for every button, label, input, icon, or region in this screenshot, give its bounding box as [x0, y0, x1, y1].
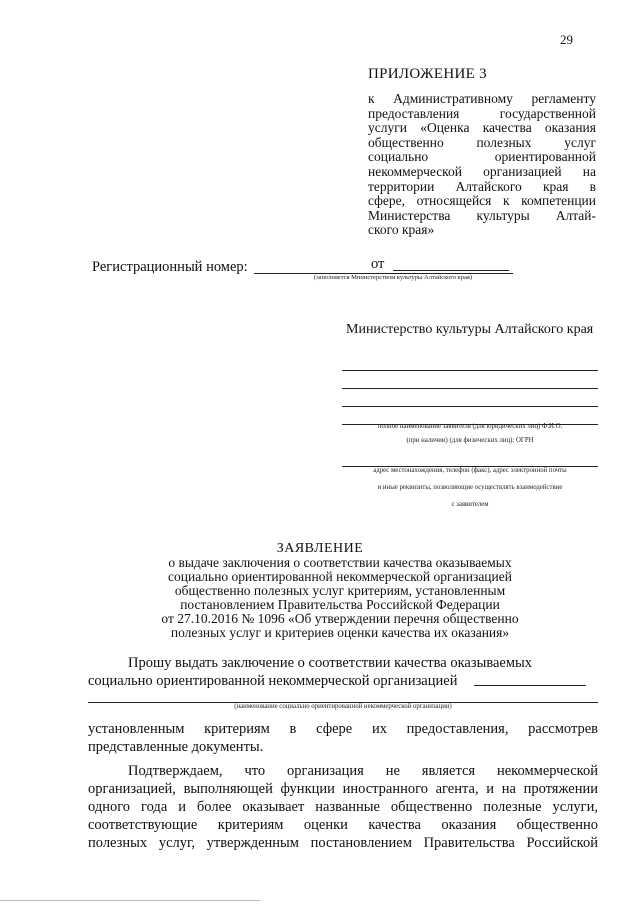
request-line: установленным критериям в сфере их предоставления, рассмотрев	[88, 721, 598, 737]
request-line: Прошу выдать заключение о соответствии качества оказываемых	[128, 655, 533, 671]
registration-date-line[interactable]	[393, 270, 509, 271]
subtitle-line: общественно полезных услуг критериям, установленным	[174, 583, 506, 598]
address-note: и иные реквизиты, позволяющие осуществлять взаимодействие	[377, 484, 563, 491]
statement-subtitle	[120, 556, 560, 640]
confirmation-line: полезных услуг, утвержденным постановлением Правительства Российской	[88, 835, 598, 851]
subtitle-line: социально ориентированной некоммерческой организацией	[168, 569, 512, 584]
address-note: адрес местонахождения, телефон (факс), адрес электронной почты	[373, 467, 567, 474]
subtitle-line: полезных услуг и критериев оценки качества их оказания»	[170, 625, 510, 640]
appendix-line: социально ориентированной	[368, 149, 596, 165]
page-bottom-rule	[0, 900, 260, 901]
subtitle-line: от 27.10.2016 № 1096 «Об утверждении перечня общественно	[161, 611, 519, 626]
subtitle-line: постановлением Правительства Российской Федерации	[180, 597, 500, 612]
appendix-line: услуги «Оценка качества оказания	[368, 120, 596, 136]
confirmation-line: одного года и более оказывает названные общественно полезные услуги,	[88, 799, 598, 815]
statement-title: ЗАЯВЛЕНИЕ	[276, 541, 364, 556]
registration-label: Регистрационный номер:	[92, 259, 248, 275]
confirmation-line: соответствующие критериям оценки качества оказания общественно	[88, 817, 598, 833]
organization-note: (наименование социально ориентированной некоммерческой организации)	[234, 703, 452, 710]
appendix-title: ПРИЛОЖЕНИЕ 3	[368, 66, 487, 82]
appendix-line: территории Алтайского края в	[368, 178, 596, 194]
registration-note: (заполняется Министерством культуры Алтайского края)	[273, 273, 513, 281]
organization-name-line[interactable]	[474, 685, 586, 686]
appendix-line: общественно полезных услуг	[368, 134, 596, 150]
applicant-note: (при наличии) (для физических лиц); ОГРН	[406, 437, 534, 444]
applicant-line[interactable]	[342, 406, 598, 407]
confirmation-line: Подтверждаем, что организация не является некоммерческой	[128, 763, 598, 779]
appendix-line: предоставления государственной	[368, 105, 596, 121]
appendix-line: сфере, относящейся к компетенции	[368, 193, 596, 209]
appendix-line: некоммерческой организацией на	[368, 163, 596, 179]
appendix-reference	[368, 92, 596, 238]
applicant-line[interactable]	[342, 388, 598, 389]
appendix-line: ского края»	[368, 222, 435, 238]
address-note: с заявителем	[451, 501, 489, 508]
page-number: 29	[560, 32, 573, 47]
appendix-line: к Административному регламенту	[368, 91, 596, 106]
addressee-ministry: Министерство культуры Алтайского края	[346, 322, 594, 337]
applicant-line[interactable]	[342, 370, 598, 371]
applicant-note: полное наименование заявителя (для юридических лиц) Ф.И.О.	[377, 423, 563, 430]
request-line: социально ориентированной некоммерческой организацией	[88, 673, 458, 689]
registration-from-label: от	[371, 256, 385, 272]
confirmation-line: организацией, выполняющей функции иностранного агента, и на протяжении	[88, 781, 598, 797]
request-line: представленные документы.	[88, 739, 264, 755]
subtitle-line: о выдаче заключения о соответствии качества оказываемых	[168, 555, 512, 570]
appendix-line: Министерства культуры Алтай-	[368, 207, 596, 223]
